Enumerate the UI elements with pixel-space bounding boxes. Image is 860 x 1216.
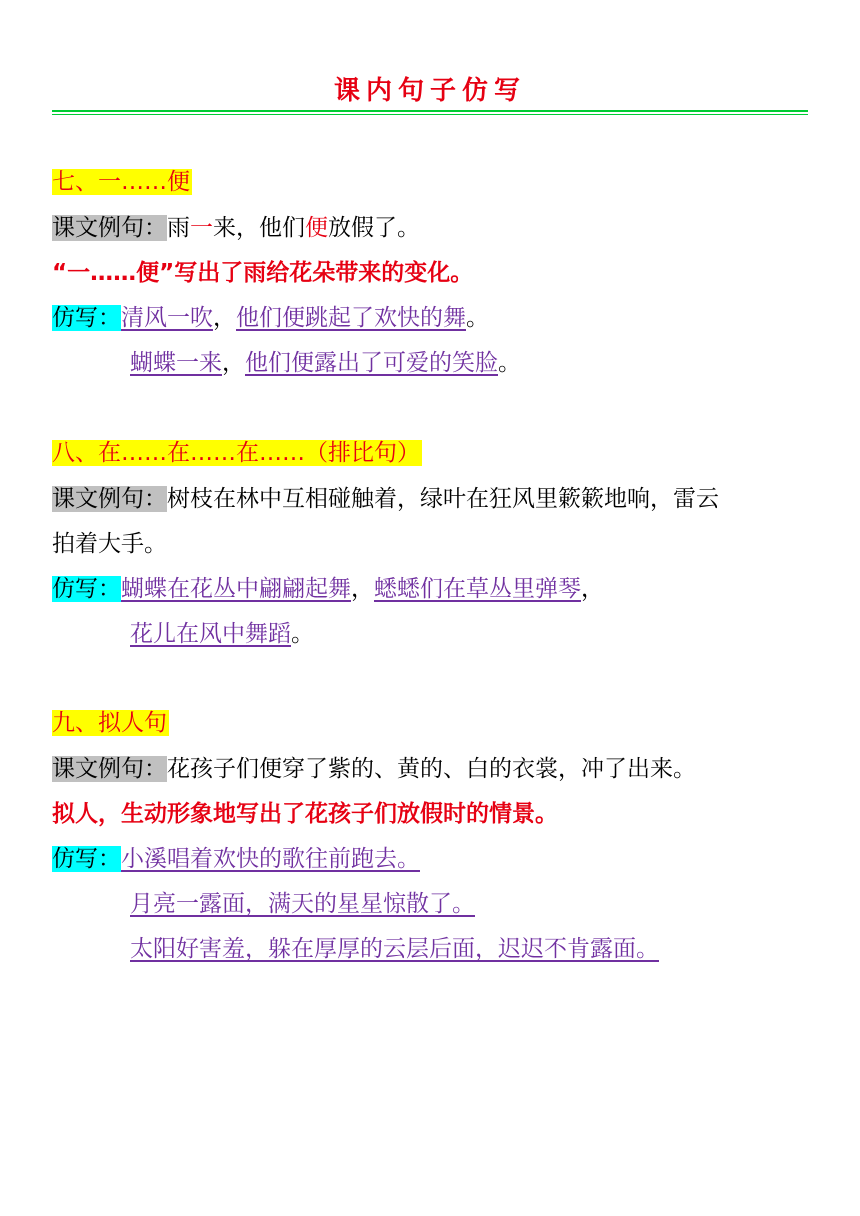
section-9-imitation-1: 仿写：小溪唱着欢快的歌往前跑去。 (52, 846, 420, 872)
section-7-note: “一……便”写出了雨给花朵带来的变化。 (52, 260, 474, 286)
section-8-imitation-2: 花儿在风中舞蹈。 (130, 621, 314, 647)
imitate-label: 仿写： (52, 846, 121, 872)
section-7-example: 课文例句：雨一来，他们便放假了。 (52, 215, 420, 241)
imitate-label: 仿写： (52, 576, 121, 602)
section-7-imitation-2: 蝴蝶一来，他们便露出了可爱的笑脸。 (130, 350, 521, 376)
page-title: 课内句子仿写 (333, 76, 526, 106)
section-8-imitation-1: 仿写：蝴蝶在花丛中翩翩起舞，蟋蟋们在草丛里弹琴， (52, 576, 604, 602)
section-7-imitation-1: 仿写：清风一吹，他们便跳起了欢快的舞。 (52, 305, 489, 331)
title-divider (52, 110, 808, 112)
section-9-imitation-2: 月亮一露面，满天的星星惊散了。 (130, 891, 475, 917)
section-8-example-cont: 拍着大手。 (52, 531, 167, 557)
section-9-note: 拟人，生动形象地写出了花孩子们放假时的情景。 (52, 801, 558, 827)
example-label: 课文例句： (52, 486, 167, 512)
section-8-heading: 八、在……在……在……（排比句） (52, 440, 420, 466)
section-9-example: 课文例句：花孩子们便穿了紫的、黄的、白的衣裳，冲了出来。 (52, 756, 696, 782)
imitate-label: 仿写： (52, 305, 121, 331)
example-label: 课文例句： (52, 215, 167, 241)
section-8-example: 课文例句：树枝在林中互相碰触着，绿叶在狂风里簌簌地响，雷云 (52, 486, 719, 512)
example-label: 课文例句： (52, 756, 167, 782)
section-7-heading: 七、一……便 (52, 169, 190, 195)
section-9-heading: 九、拟人句 (52, 710, 167, 736)
section-9-imitation-3: 太阳好害羞，躲在厚厚的云层后面，迟迟不肯露面。 (130, 936, 659, 962)
title-divider-thin (52, 114, 808, 115)
